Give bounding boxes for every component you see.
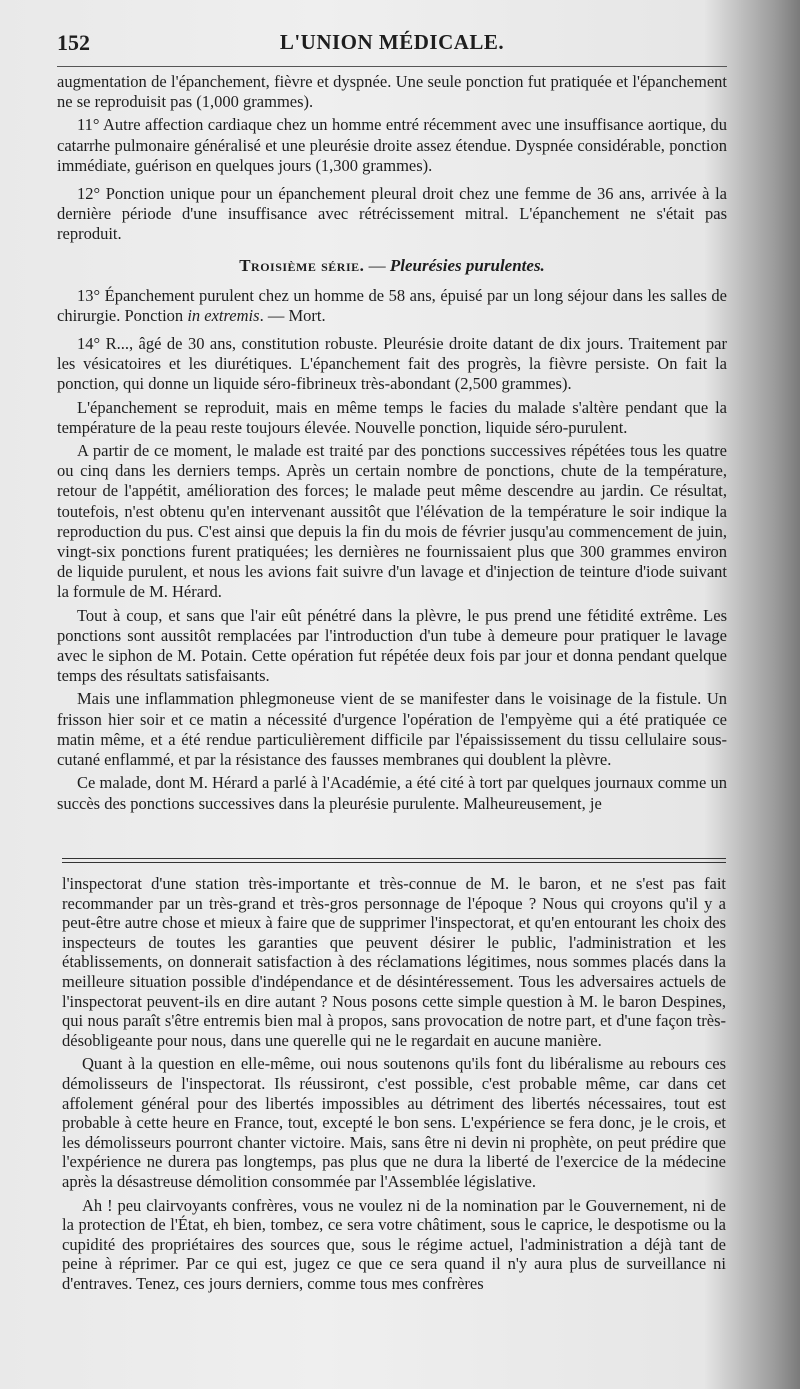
paragraph-case-11: 11° Autre affection cardiaque chez un homme entré récemment avec une insuffisance aortique, du catarrhe pulmonaire généralisé et une pleurésie droite assez étendue. Dyspnée considérable, ponction immédiate, guérison en quelques jours (1,300 grammes). [57, 115, 727, 175]
feuilleton-column [62, 874, 726, 1297]
paragraph-academy: Ce malade, dont M. Hérard a parlé à l'Académie, a été cité à tort par quelques journaux comme un succès des ponctions successives dans la pleurésie purulente. Malheureusement, je [57, 773, 727, 813]
feuilleton-paragraph-1: l'inspectorat d'une station très-importante et très-connue de M. le baron, et ne s'est pas fait recommander par un très-grand et très-gros personnage de l'époque ? Nous qui croyons qu'il y a peut-être autre chose et mieux à faire que de supprimer l'inspectorat, et qu'en entourant les choix des inspecteurs de toutes les garanties que peuvent désirer le public, l'administration et les établissements, on donnerait satisfaction à des réclamations légitimes, nous sommes placés dans la meilleure situation possible d'indépendance et de désintéressement. Tous les adversaires actuels de l'inspectorat peuvent-ils en dire autant ? Nous posons cette simple question à M. le baron Despines, qui nous paraît s'être entremis bien mal à propos, sans provocation de notre part, et d'une façon très-désobligeante pour nous, dans une querelle qui ne le regardait en aucune manière. [62, 874, 726, 1050]
paragraph-case-10-end: augmentation de l'épanchement, fièvre et dyspnée. Une seule ponction fut pratiquée et l'épanchement ne se reproduisit pas (1,000 grammes). [57, 72, 727, 112]
case-13-outcome: . — Mort. [259, 305, 326, 325]
paragraph-fetid-pus: Tout à coup, et sans que l'air eût pénétré dans la plèvre, le pus prend une fétidité extrême. Les ponctions sont aussitôt remplacées par l'introduction d'un tube à demeure pour pratiquer le lavage avec le siphon de M. Potain. Cette opération fut répétée deux fois par jour et donna pendant quelque temps des résultats satisfaisants. [57, 605, 727, 686]
case-13-text: 13° Épanchement purulent chez un homme de 58 ans, épuisé par un long séjour dans les salles de chirurgie. Ponction [57, 285, 727, 325]
page-number: 152 [57, 30, 90, 55]
feuilleton-paragraph-3: Ah ! peu clairvoyants confrères, vous ne voulez ni de la nomination par le Gouvernement, ni de la protection de l'État, eh bien, tombez, ce sera votre châtiment, sous le caprice, le despotisme ou la cupidité des propriétaires des sources que, sous le régime actuel, l'administration a déjà tant de peine à réprimer. Par ce qui est, jugez ce que ce sera quand il n'y aura plus de surveillance ni d'entraves. Tenez, ces jours derniers, comme tous mes confrères [62, 1195, 726, 1293]
paragraph-successive-punctures: A partir de ce moment, le malade est traité par des ponctions successives répétées tous les quatre ou cinq dans les derniers temps. Après un certain nombre de ponctions, chute de la température, retour de l'appétit, amélioration des forces; le malade peut même descendre au jardin. Ce résultat, toutefois, n'est obtenu qu'en intervenant aussitôt que l'élévation de la température le soir indique la reproduction du pus. C'est ainsi que depuis la fin du mois de février jusqu'au commencement de juin, vingt-six ponctions furent pratiquées; les dernières ne fournissaient plus que 300 grammes environ de liquide purulent, et nous les avions fait suivre d'un lavage et d'injection de teinture d'iode suivant la formule de M. Hérard. [57, 441, 727, 602]
case-13-italic: in extremis [187, 305, 260, 325]
section-heading-title: Pleurésies purulentes. [389, 255, 545, 275]
feuilleton-separator [62, 858, 726, 863]
paragraph-reproduction: L'épanchement se reproduit, mais en même temps le facies du malade s'altère pendant que la température de la peau reste toujours élevée. Nouvelle ponction, liquide séro-purulent. [57, 397, 727, 437]
header-rule [57, 66, 727, 67]
paragraph-case-14: 14° R..., âgé de 30 ans, constitution robuste. Pleurésie droite datant de dix jours. Traitement par les vésicatoires et les diurétiques. L'épanchement fait des progrès, la fièvre persiste. On fait la ponction, qui donne un liquide séro-fibrineux très-abondant (2,500 grammes). [57, 334, 727, 394]
main-column [57, 72, 727, 817]
paragraph-case-12: 12° Ponction unique pour un épanchement pleural droit chez une femme de 36 ans, arrivée à la dernière période d'une insuffisance avec rétrécissement mitral. L'épanchement ne s'était pas reproduit. [57, 184, 727, 244]
section-heading-label: Troisième série. [239, 255, 365, 275]
feuilleton-paragraph-2: Quant à la question en elle-même, oui nous soutenons qu'ils font du libéralisme au rebours ces démolisseurs de l'inspectorat. Ils réussiront, c'est possible, c'est probable même, car dans cet affolement général pour des libertés impossibles au détriment des libertés nécessaires, tout est probable à cette heure en France, tout, excepté le bon sens. L'expérience se fera donc, je le crois, et les démolisseurs pourront chanter victoire. Mais, sans être ni devin ni prophète, on peut prédire que l'expérience ne durera pas longtemps, pas plus que ne dura la liberté de l'exercice de la médecine après la désastreuse démolition consommée par l'Assemblée législative. [62, 1054, 726, 1191]
running-title: L'UNION MÉDICALE. [279, 30, 505, 54]
paragraph-case-13 [57, 286, 727, 326]
paragraph-empyema: Mais une inflammation phlegmoneuse vient de se manifester dans le voisinage de la fistule. Un frisson hier soir et ce matin a nécessité d'urgence l'opération de l'empyème qui a été pratiquée ce matin même, et a été rendue particulièrement difficile par l'épaississement du tissu cellulaire sous-cutané enflammé, et par la résistance des fausses membranes qui doublent la plèvre. [57, 689, 727, 770]
section-heading-dash: — [364, 255, 390, 275]
page-header [57, 28, 727, 58]
section-heading [57, 255, 727, 277]
